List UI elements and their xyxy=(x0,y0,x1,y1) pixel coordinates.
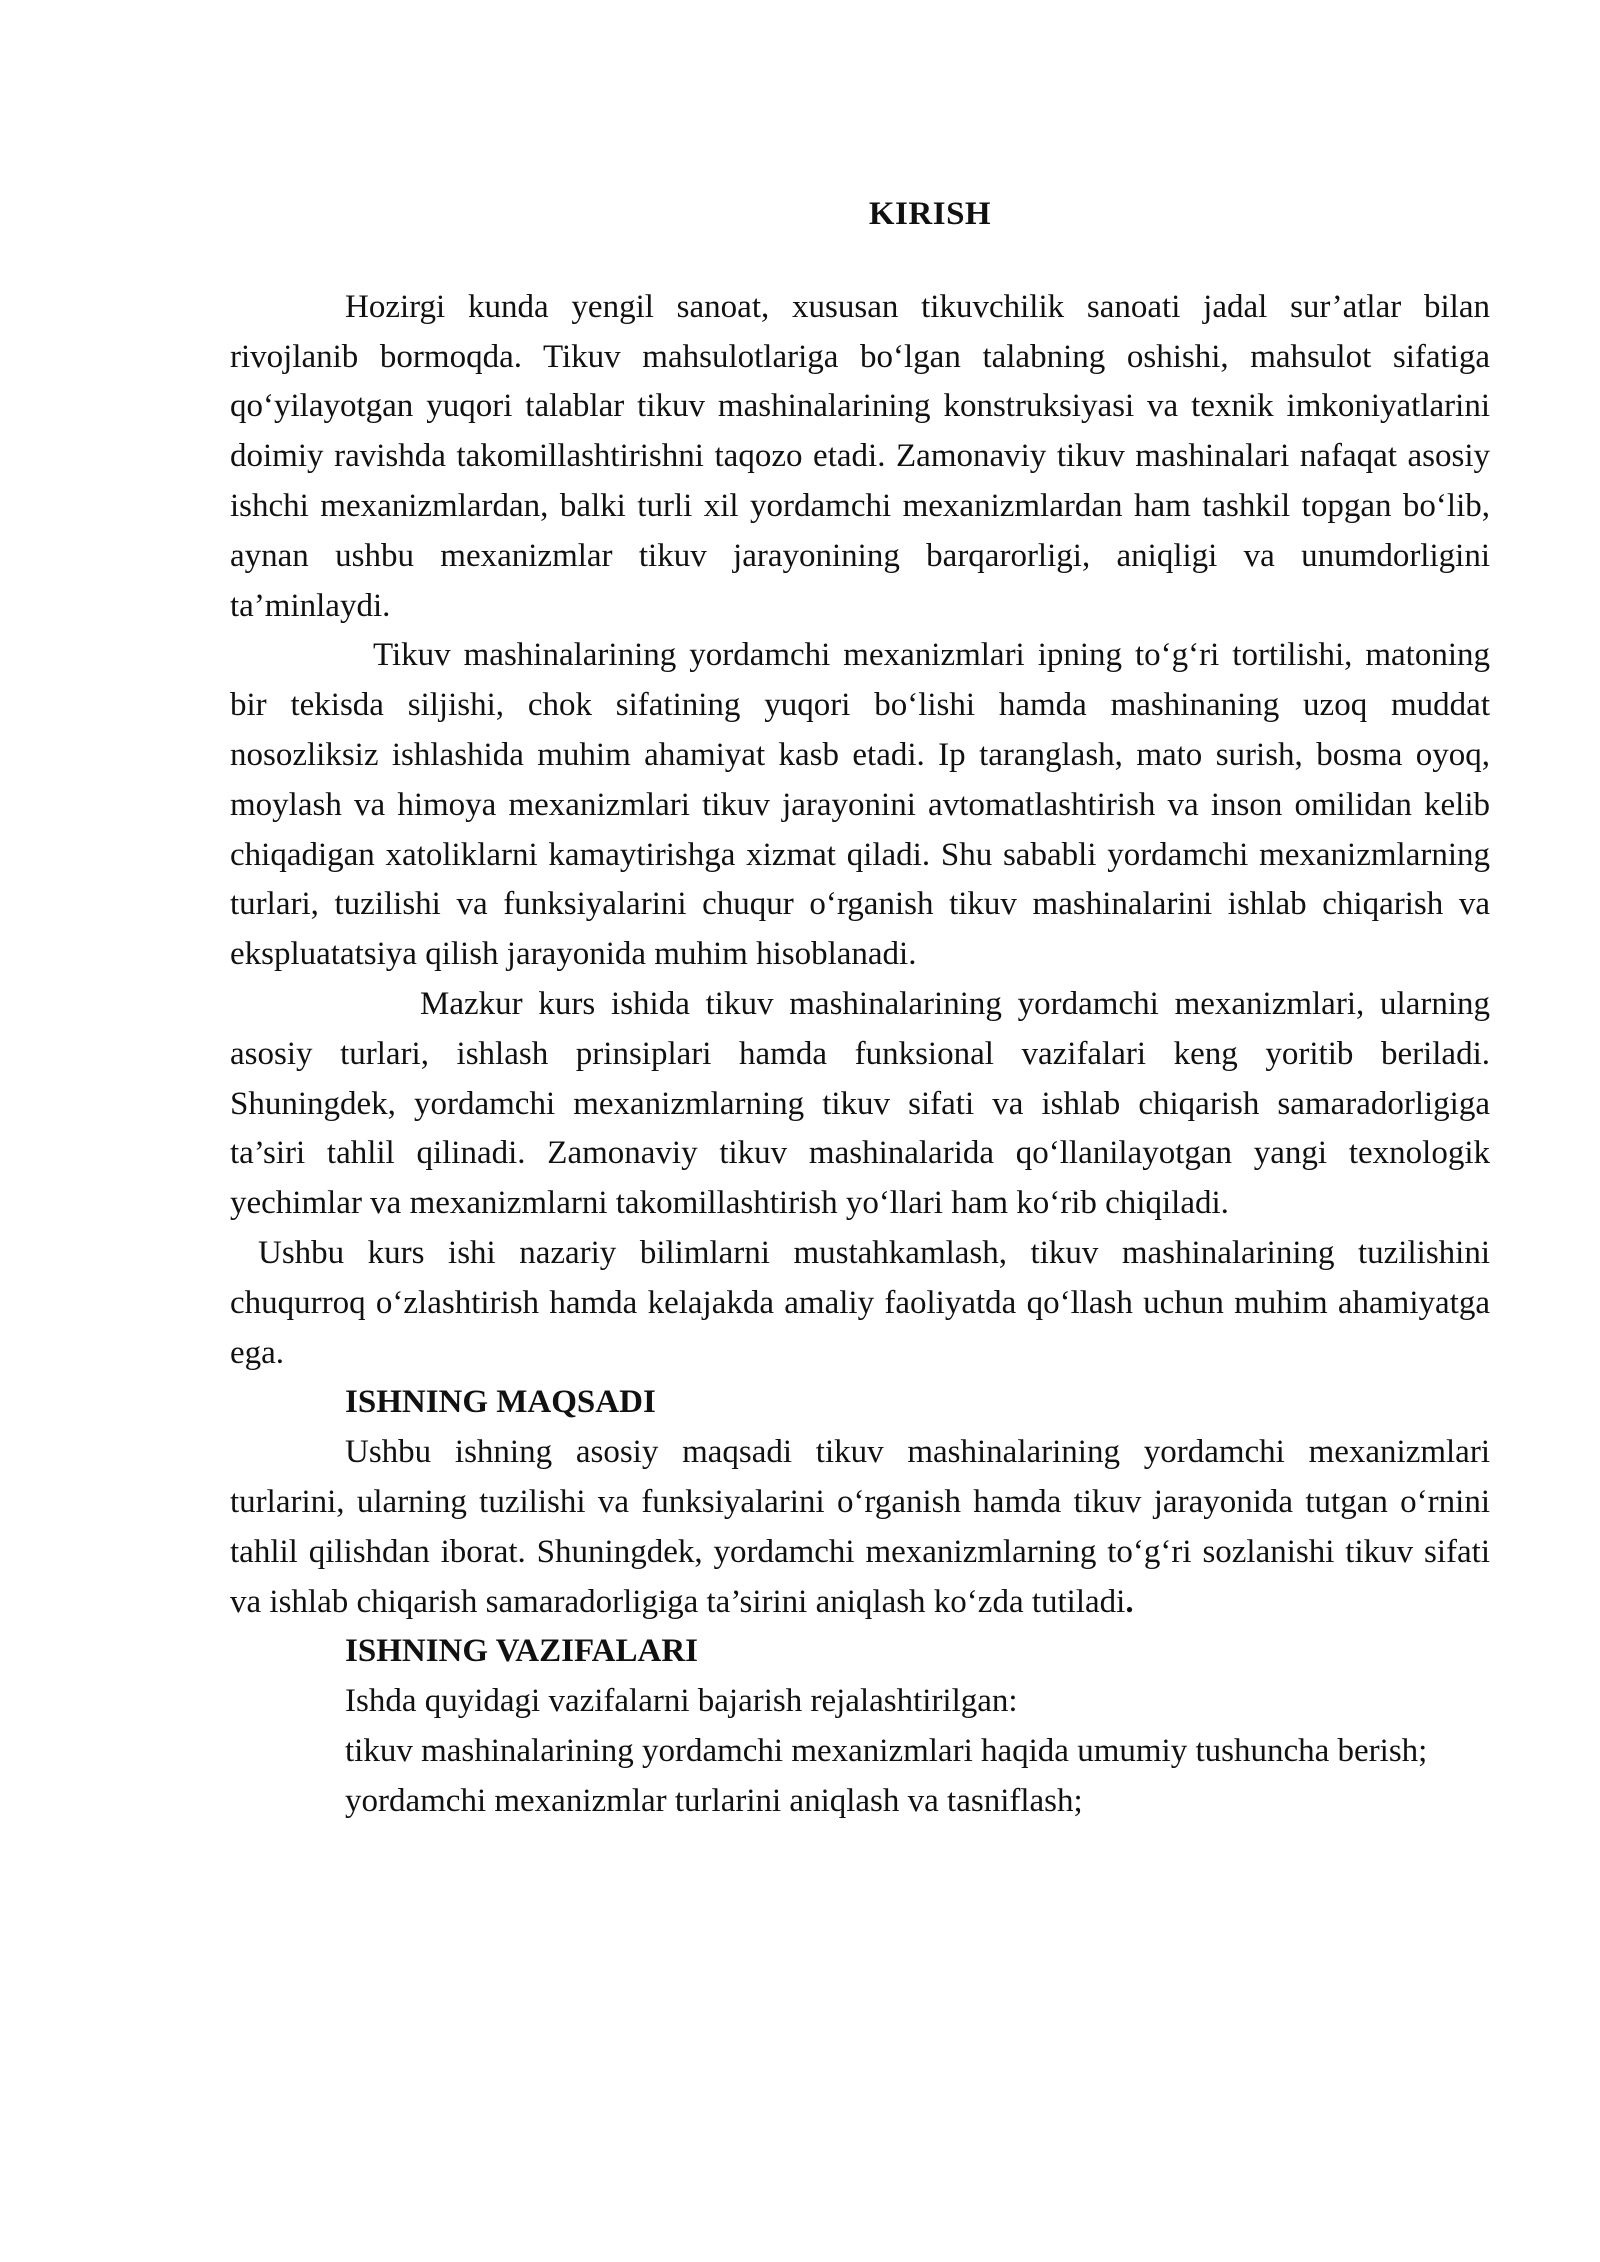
goal-heading: ISHNING MAQSADI xyxy=(345,1384,656,1421)
task-item: yordamchi mexanizmlar turlarini aniqlash va tasniflash; xyxy=(345,1782,1083,1819)
goal-text: Ushbu ishning asosiy maqsadi tikuv mashinalarining yordamchi mexanizmlari turlarini, ularning tuzilishi va funksiyalarini o‘rganish hamda tikuv jarayonida tutgan o‘rnini tahlil qilishdan iborat. Shuningdek, yordamchi mexanizmlarning to‘g‘ri sozlanishi tikuv sifati va ishlab chiqarish samaradorligiga ta’sirini aniqlash ko‘zda tutiladi xyxy=(230,1434,1490,1620)
paragraph-intro-1: Hozirgi kunda yengil sanoat, xususan tikuvchilik sanoati jadal sur’atlar bilan rivojlanib bormoqda. Tikuv mahsulotlariga bo‘lgan talabning oshishi, mahsulot sifatiga qo‘yilayotgan yuqori talablar tikuv mashinalarining konstruksiyasi va texnik imkoniyatlarini doimiy ravishda takomillashtirishni taqozo etadi. Zamonaviy tikuv mashinalari nafaqat asosiy ishchi mexanizmlardan, balki turli xil yordamchi mexanizmlardan ham tashkil topgan bo‘lib, aynan ushbu mexanizmlar tikuv jarayonining barqarorligi, aniqligi va unumdorligini ta’minlaydi. xyxy=(230,288,1490,624)
tasks-intro: Ishda quyidagi vazifalarni bajarish rejalashtirilgan: xyxy=(345,1683,1018,1720)
tasks-heading: ISHNING VAZIFALARI xyxy=(345,1633,699,1670)
task-item: tikuv mashinalarining yordamchi mexanizmlari haqida umumiy tushuncha berish; xyxy=(345,1732,1428,1769)
document-page xyxy=(230,190,1490,1827)
page-title: KIRISH xyxy=(868,196,992,232)
paragraph-intro-3: Mazkur kurs ishida tikuv mashinalarining yordamchi mexanizmlari, ularning asosiy turlari, ishlash prinsiplari hamda funksional vazifalari keng yoritib beriladi. Shuningdek, yordamchi mexanizmlarning tikuv sifati va ishlab chiqarish samaradorligiga ta’siri tahlil qilinadi. Zamonaviy tikuv mashinalarida qo‘llanilayotgan yangi texnologik yechimlar va mexanizmlarni takomillashtirish yo‘llari ham ko‘rib chiqiladi. xyxy=(230,985,1490,1222)
goal-end: . xyxy=(1125,1583,1134,1620)
paragraph-intro-2: Tikuv mashinalarining yordamchi mexanizmlari ipning to‘g‘ri tortilishi, matoning bir tekisda siljishi, chok sifatining yuqori bo‘lishi hamda mashinaning uzoq muddat nosozliksiz ishlashida muhim ahamiyat kasb etadi. Ip taranglash, mato surish, bosma oyoq, moylash va himoya mexanizmlari tikuv jarayonini avtomatlashtirish va inson omilidan kelib chiqadigan xatoliklarni kamaytirishga xizmat qiladi. Shu sababli yordamchi mexanizmlarning turlari, tuzilishi va funksiyalarini chuqur o‘rganish tikuv mashinalarini ishlab chiqarish va ekspluatatsiya qilish jarayonida muhim hisoblanadi. xyxy=(230,637,1490,973)
goal-paragraph xyxy=(230,1428,1490,1627)
paragraph-intro-4: Ushbu kurs ishi nazariy bilimlarni mustahkamlash, tikuv mashinalarining tuzilishini chuqurroq o‘zlashtirish hamda kelajakda amaliy faoliyatda qo‘llash uchun muhim ahamiyatga ega. xyxy=(230,1234,1490,1371)
